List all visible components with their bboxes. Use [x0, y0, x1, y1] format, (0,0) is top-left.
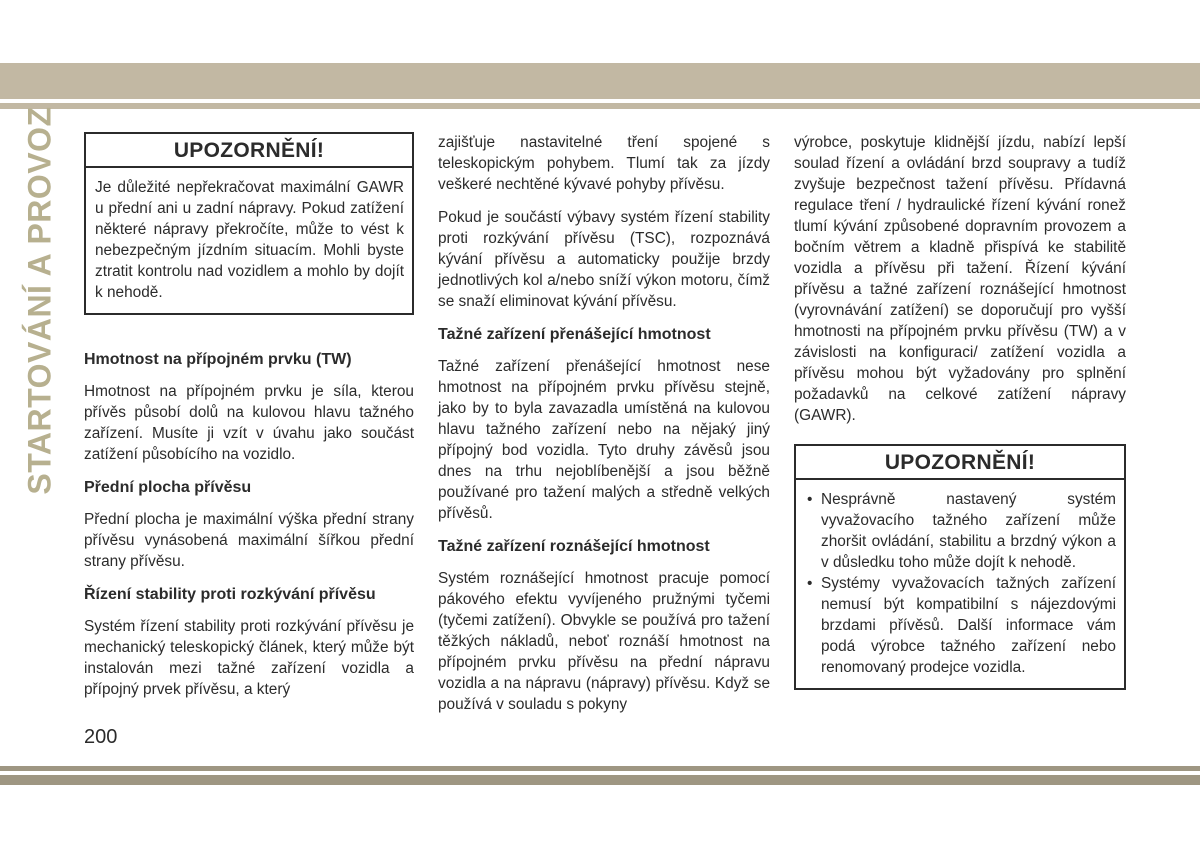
- paragraph: Přední plocha je maximální výška přední strany přívěsu vynásobená maximální šířkou přední strany přívěsu.: [84, 511, 414, 570]
- paragraph: Tažné zařízení přenášející hmotnost nese hmotnost na přípojném prvku přívěsu stejně, jako by to byla zavazadla umístěná na kulovou hlavu tažného zařízení nebo na nějaký jiný přípojný bod vozidla. Tyto druhy závěsů jsou dnes na trhu nejoblíbenější a jsou běžně používané pro tažení malých a středně velkých přívěsů.: [438, 358, 770, 522]
- warning-body: [796, 480, 1124, 688]
- paragraph: Systém řízení stability proti rozkývání přívěsu je mechanický teleskopický článek, který může být instalován mezi tažné zařízení vozidla a přípojný prvek přívěsu, a který: [84, 618, 414, 698]
- heading-sway-control: Řízení stability proti rozkývání přívěsu: [84, 586, 376, 603]
- paragraph: Pokud je součástí výbavy systém řízení stability proti rozkývání přívěsu (TSC), rozpoznává kývání přívěsu a automaticky použije brzdy jednotlivých kol a/nebo sníží výkon motoru, čímž se snaží eliminovat kývání přívěsu.: [438, 209, 770, 310]
- warning-text: Je důležité nepřekračovat maximální GAWR u přední ani u zadní nápravy. Pokud zatížení některé nápravy překročíte, může to vést k nebezpečným jízdním situacím. Mohli byste ztratit kontrolu nad vozidlem a mohlo by dojít k nehodě.: [95, 179, 404, 301]
- warning-list: [805, 489, 1116, 678]
- warning-title: UPOZORNĚNÍ!: [86, 134, 412, 168]
- warning-body: [86, 168, 412, 313]
- column-middle: [438, 132, 770, 727]
- page-number: 200: [84, 726, 118, 748]
- heading-tongue-weight: Hmotnost na přípojném prvku (TW): [84, 351, 352, 368]
- paragraph: Hmotnost na přípojném prvku je síla, kterou přívěs působí dolů na kulovou hlavu tažného zařízení. Musíte ji vzít v úvahu jako součást zatížení působícího na vozidlo.: [84, 383, 414, 463]
- section-title: STARTOVÁNÍ A PROVOZ: [21, 105, 58, 495]
- paragraph: výrobce, poskytuje klidnější jízdu, nabízí lepší soulad řízení a ovládání brzd soupravy a tudíž zvyšuje bezpečnost tažení přívěsu. Přídavná regulace tření / hydraulické řízení kývání ronež tlumí kývání způsobené dopravním provozem a bočním větrem a kladně přispívá ke stabilitě vozidla a přívěsu při tažení. Řízení kývání přívěsu a tažné zařízení roznášející hmotnost (vyrovnávání zatížení) se doporučují pro vyšší hmotnosti na přípojném prvku přívěsu (TW) a v závislosti na konfiguraci/ zatížení vozidla a přívěsu mohou být vyžadovány pro splnění požadavků na celkové zatížení nápravy (GAWR).: [794, 134, 1126, 424]
- footer-rule: [0, 766, 1200, 771]
- section-side-tab: [14, 105, 66, 495]
- warning-list-item: • Systémy vyvažovacích tažných zařízení nemusí být kompatibilní s nájezdovými brzdami přívěsů. Další informace vám podá výrobce tažného zařízení nebo renomovaný prodejce vozidla.: [805, 573, 1116, 678]
- column-right: [794, 132, 1126, 690]
- heading-frontal-area: Přední plocha přívěsu: [84, 479, 252, 496]
- header-band: [0, 63, 1200, 99]
- heading-weight-distributing-hitch: Tažné zařízení roznášející hmotnost: [438, 538, 710, 555]
- footer-band: [0, 775, 1200, 785]
- heading-weight-carrying-hitch: Tažné zařízení přenášející hmotnost: [438, 326, 711, 343]
- warning-box: [84, 132, 414, 315]
- header-rule: [0, 103, 1200, 109]
- paragraph: Systém roznášející hmotnost pracuje pomocí pákového efektu vyvíjeného pružnými tyčemi (tyčemi zatížení). Obvykle se používá pro tažení těžkých nákladů, neboť roznáší hmotnost na přípojném prvku přívěsu na přední nápravu vozidla a na nápravu (nápravy) přívěsu. Když se používá v souladu s pokyny: [438, 570, 770, 713]
- warning-box: [794, 444, 1126, 690]
- warning-title: UPOZORNĚNÍ!: [796, 446, 1124, 480]
- warning-list-item: • Nesprávně nastavený systém vyvažovacího tažného zařízení může zhoršit ovládání, stabilitu a brzdný výkon a v důsledku toho může dojít k nehodě.: [805, 489, 1116, 573]
- column-left: [84, 132, 414, 712]
- paragraph: zajišťuje nastavitelné tření spojené s teleskopickým pohybem. Tlumí tak za jízdy veškeré nechtěné kývavé pohyby přívěsu.: [438, 134, 770, 193]
